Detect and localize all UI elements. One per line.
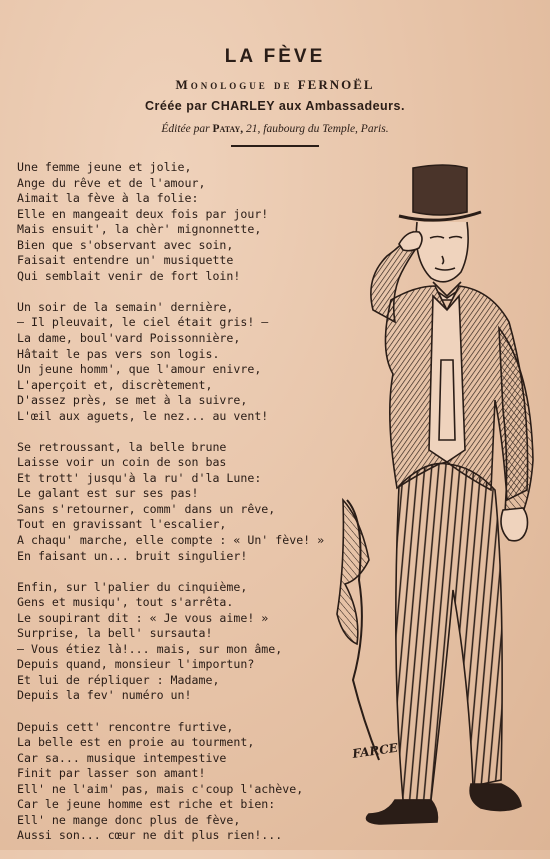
poem-line: L'aperçoit et, discrètement, xyxy=(17,377,213,392)
subtitle-prefix: Monologue de xyxy=(175,77,293,92)
poem-line: Et lui de répliquer : Madame, xyxy=(17,672,220,687)
page-title: LA FÈVE xyxy=(224,46,326,67)
poem-line: Aussi son... cœur ne dit plus rien!... xyxy=(17,828,283,843)
poem-line: Surprise, la bell' sursauta! xyxy=(17,626,213,641)
poem-line: Aimait la fève à la folie: xyxy=(17,191,199,206)
poem-line: La dame, boul'vard Poissonnière, xyxy=(17,330,241,345)
poem-line: — Vous étiez là!... mais, sur mon âme, xyxy=(17,641,283,656)
creation-note: Créée par CHARLEY aux Ambassadeurs. xyxy=(145,99,405,113)
poem-line: Gens et musiqu', tout s'arrêta. xyxy=(17,595,234,610)
poem-line: Hâtait le pas vers son logis. xyxy=(17,346,220,361)
poem-line: Le galant est sur ses pas! xyxy=(17,486,199,501)
header xyxy=(0,46,550,147)
author-name: FERNOËL xyxy=(297,77,375,92)
poem-line: Depuis quand, monsieur l'importun? xyxy=(17,657,255,672)
poem-stanza xyxy=(17,160,317,284)
poem-line: Tout en gravissant l'escalier, xyxy=(17,517,227,532)
right-shoe xyxy=(470,784,521,811)
poem-line: D'assez près, se met à la suivre, xyxy=(17,393,248,408)
head xyxy=(416,222,468,282)
poem-line: Car le jeune homme est riche et bien: xyxy=(17,797,276,812)
poem-line: Ell' ne mange donc plus de fève, xyxy=(17,812,241,827)
subtitle xyxy=(0,77,550,93)
poem-line: L'œil aux aguets, le nez... au vent! xyxy=(17,408,269,423)
poem-line: Une femme jeune et jolie, xyxy=(17,160,192,174)
publisher-name: Patay, xyxy=(212,123,244,135)
poem-stanza xyxy=(17,439,325,564)
poem-stanza xyxy=(17,720,317,844)
poem-line: Mais ensuit', la chèr' mignonnette, xyxy=(17,222,262,237)
poem-line: Faisait entendre un' musiquette xyxy=(17,253,234,268)
poem-line: En faisant un... bruit singulier! xyxy=(17,548,248,563)
poem-line: A chaqu' marche, elle compte : « Un' fève! » xyxy=(17,533,325,548)
poem-line: Enfin, sur l'palier du cinquième, xyxy=(17,579,248,594)
poem-line: Ange du rêve et de l'amour, xyxy=(17,175,206,190)
publisher-note xyxy=(0,123,550,135)
poem-stanza xyxy=(17,300,317,424)
poem-line: La belle est en proie au tourment, xyxy=(17,735,255,750)
poem-line: — Il pleuvait, le ciel était gris! — xyxy=(17,315,269,330)
poem-stanza xyxy=(17,580,317,704)
poem-line: Sans s'retourner, comm' dans un rêve, xyxy=(17,501,276,516)
man-in-top-hat-illustration xyxy=(295,160,550,850)
poem-line: Bien que s'observant avec soin, xyxy=(17,237,234,252)
poem-line: Se retroussant, la belle brune xyxy=(17,439,227,454)
poem-line: Finit par lasser son amant! xyxy=(17,766,206,781)
poem-line: Un jeune homm', que l'amour enivre, xyxy=(17,362,262,377)
left-shoe xyxy=(367,800,438,824)
edited-prefix: Éditée par xyxy=(161,123,210,135)
poem-line: Car sa... musique intempestive xyxy=(17,750,227,765)
poem-line: Depuis cett' rencontre furtive, xyxy=(17,719,234,734)
artist-signature: FARCE xyxy=(351,740,399,761)
header-divider xyxy=(231,145,319,147)
poem-line: Le soupirant dit : « Je vous aime! » xyxy=(17,610,269,625)
poem-line: Laisse voir un coin de son bas xyxy=(17,455,227,470)
poem-text xyxy=(17,160,325,859)
publisher-address: 21, faubourg du Temple, Paris. xyxy=(246,123,389,135)
poem-line: Un soir de la semain' dernière, xyxy=(17,299,234,314)
poem-line: Et trott' jusqu'à la ru' d'la Lune: xyxy=(17,470,262,485)
poem-line: Qui semblait venir de fort loin! xyxy=(17,268,241,283)
poem-line: Depuis la fev' numéro un! xyxy=(17,688,192,703)
poem-line: Elle en mangeait deux fois par jour! xyxy=(17,206,269,221)
top-hat xyxy=(413,165,467,215)
poem-line: Ell' ne l'aim' pas, mais c'coup l'achève, xyxy=(17,781,304,796)
trousers xyxy=(396,463,502,800)
